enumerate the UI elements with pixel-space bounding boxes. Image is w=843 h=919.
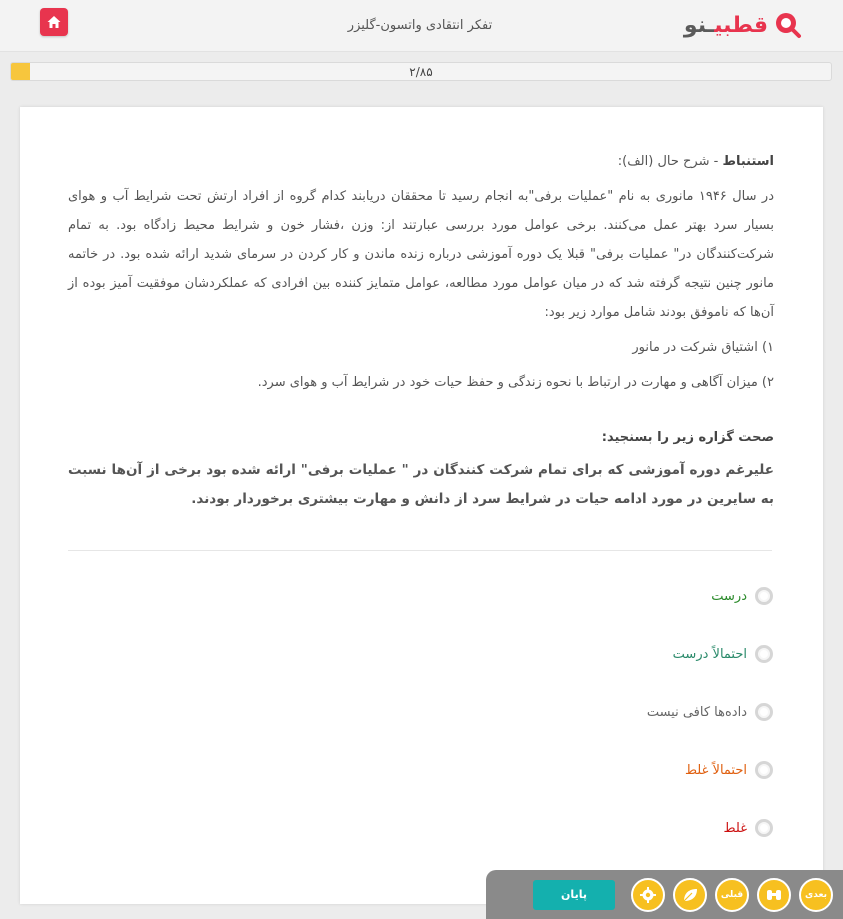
- bottom-toolbar: [486, 870, 843, 919]
- answer-options: [473, 567, 773, 857]
- next-label: بعدی: [805, 889, 827, 900]
- option-true[interactable]: [473, 567, 773, 625]
- gear-icon: [639, 886, 657, 904]
- magnifier-logo-icon: [772, 10, 802, 40]
- next-button[interactable]: [799, 878, 833, 912]
- radio-button[interactable]: [755, 761, 773, 779]
- binoculars-button[interactable]: [757, 878, 791, 912]
- previous-label: قبلی: [720, 889, 744, 900]
- progress-bar: [10, 62, 832, 81]
- passage-item-2: ۲) میزان آگاهی و مهارت در ارتباط با نحوه زندگی و حفظ حیات خود در شرایط آب و هوای سرد.: [257, 375, 774, 390]
- previous-button[interactable]: [715, 878, 749, 912]
- logo-text: [684, 13, 768, 38]
- option-probably-false[interactable]: [473, 741, 773, 799]
- question-card: [20, 107, 823, 904]
- passage-item-1: ۱) اشتیاق شرکت در مانور: [632, 340, 774, 355]
- settings-button[interactable]: [631, 878, 665, 912]
- radio-button[interactable]: [755, 819, 773, 837]
- leaf-button[interactable]: [673, 878, 707, 912]
- section-subtitle: - شرح حال (الف):: [617, 154, 723, 169]
- top-header: [0, 0, 843, 52]
- option-label: احتمالاً غلط: [684, 762, 747, 778]
- home-icon: [46, 14, 62, 30]
- radio-button[interactable]: [755, 645, 773, 663]
- option-label: غلط: [723, 820, 747, 836]
- radio-button[interactable]: [755, 587, 773, 605]
- logo-text-gray: ـنو: [683, 12, 715, 38]
- option-false[interactable]: [473, 799, 773, 857]
- question-prompt: صحت گزاره زیر را بسنجید:: [601, 430, 774, 445]
- option-label: درست: [711, 588, 747, 604]
- option-label: احتمالاً درست: [672, 646, 747, 662]
- passage-text: در سال ۱۹۴۶ مانوری به نام "عملیات برفی"به انجام رسید تا محققان دریابند کدام گروه از افراد ارتش تحت شرایط آب و هوای بسیار سرد بهتر عمل می‌کنند. برخی عوامل مورد بررسی عبارتند از: وزن ،فشار خون و شرایط محیط زادگاه بود. به تمام شرکت‌کنندگان در" عملیات برفی" قبلا یک دوره آموزشی درباره زنده ماندن و کار کردن در سرمای شدید ارائه شده بود. در خاتمه مانور چنین نتیجه گرفته شد که در میان عوامل مورد مطالعه، عوامل متمایز کننده بین افرادی که عملکردشان موفقیت آمیز بوده از آن‌ها که ناموفق بودند شامل موارد زیر بود:: [68, 189, 774, 320]
- radio-button[interactable]: [755, 703, 773, 721]
- option-insufficient-data[interactable]: [473, 683, 773, 741]
- page-title: تفکر انتقادی واتسون-گلیزر: [347, 18, 493, 33]
- leaf-icon: [681, 886, 699, 904]
- section-title: استنباط: [722, 154, 774, 169]
- progress-label: ۲/۸۵: [409, 65, 433, 79]
- binoculars-icon: [765, 886, 783, 904]
- question-content: [68, 147, 774, 520]
- option-label: داده‌ها کافی نیست: [646, 704, 747, 720]
- finish-button[interactable]: پایان: [533, 880, 615, 910]
- section-heading: [68, 147, 774, 176]
- site-logo[interactable]: [672, 8, 802, 42]
- divider: [68, 550, 772, 551]
- question-statement: علیرغم دوره آموزشی که برای تمام شرکت کنندگان در " عملیات برفی" ارائه شده بود برخی از آن‌ها نسبت به سایرین در مورد ادامه حیات در شرایط سرد از دانش و مهارت بیشتری برخوردار بودند.: [68, 462, 774, 507]
- home-button[interactable]: [40, 8, 68, 36]
- option-probably-true[interactable]: [473, 625, 773, 683]
- logo-text-red: قطبی: [714, 12, 768, 38]
